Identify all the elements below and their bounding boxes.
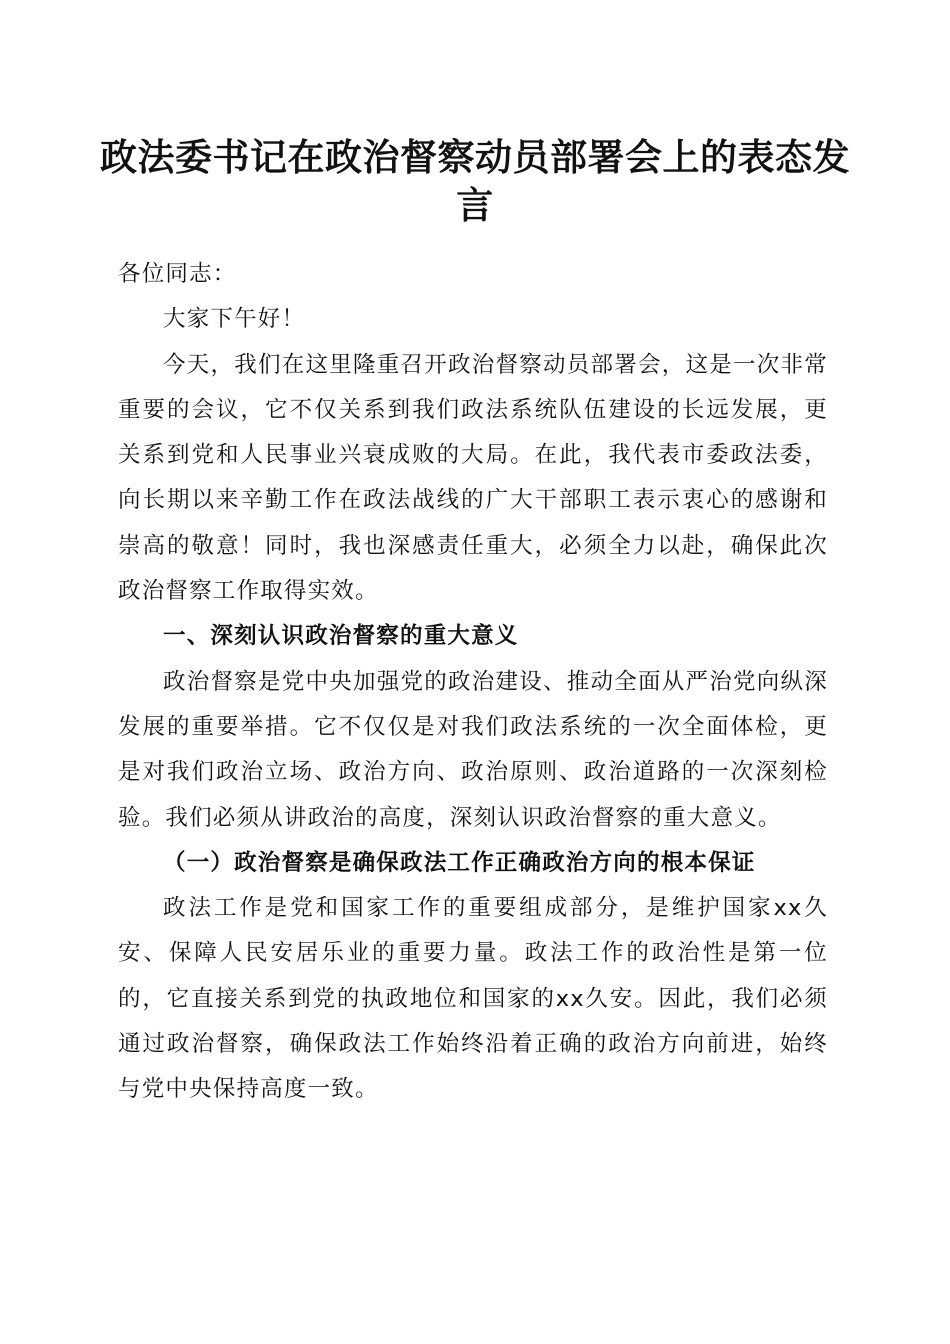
paragraph-political-direction: 政法工作是党和国家工作的重要组成部分，是维护国家xx久安、保障人民安居乐业的重要力量。政法工作的政治性是第一位的，它直接关系到党的执政地位和国家的xx久安。因此，我们必须通过政治督察，确保政法工作始终沿着正确的政治方向前进，始终与党中央保持高度一致。 — [118, 895, 828, 1103]
section-heading-1: 一、深刻认识政治督察的重大意义 — [163, 623, 519, 650]
salutation: 各位同志： — [118, 261, 237, 287]
greeting: 大家下午好！ — [163, 306, 306, 333]
document-title: 政法委书记在政治督察动员部署会上的表态发言 — [100, 135, 850, 227]
paragraph-opening: 今天，我们在这里隆重召开政治督察动员部署会，这是一次非常重要的会议，它不仅关系到我们政法系统队伍建设的长远发展，更关系到党和人民事业兴衰成败的大局。在此，我代表市委政法委，向长期以来辛勤工作在政法战线的广大干部职工表示衷心的感谢和崇高的敬意！同时，我也深感责任重大，必须全力以赴，确保此次政治督察工作取得实效。 — [118, 351, 828, 605]
paragraph-significance: 政治督察是党中央加强党的政治建设、推动全面从严治党向纵深发展的重要举措。它不仅仅是对我们政法系统的一次全面体检，更是对我们政治立场、政治方向、政治原则、政治道路的一次深刻检验。我们必须从讲政治的高度，深刻认识政治督察的重大意义。 — [118, 668, 828, 831]
subsection-heading-1: （一）政治督察是确保政法工作正确政治方向的根本保证 — [163, 849, 756, 876]
document-body — [118, 252, 828, 1113]
